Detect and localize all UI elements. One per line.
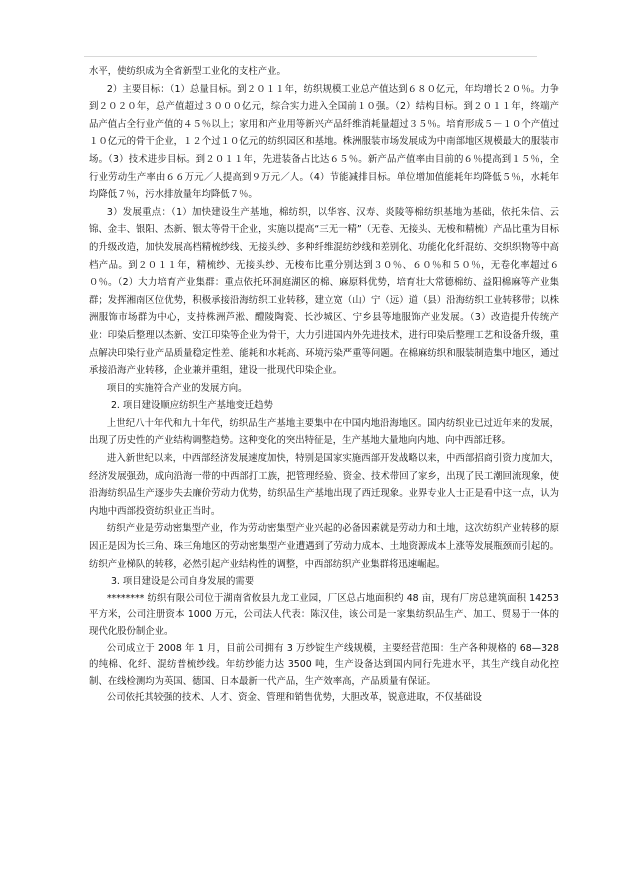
document-body — [89, 63, 559, 707]
paragraph-company-advantages: 公司依托其较强的技术、人才、资金、管理和销售优势，大胆改革，锐意进取，不仅基础设 — [106, 692, 482, 704]
paragraph-new-century: 进入新世纪以来，中西部经济发展速度加快，特别是国家实施西部开发战略以来，中西部招商引资力度加大，经济发展强劲，成向沿海一带的中西部打工族，把管理经验、资金、技术带回了家乡，出现了民工潮回流现象，使沿海纺织品生产逐步失去廉价劳动力优势，纺织品生产基地出现了西迁现象。业界专业人士正是看中这一点，认为内地中西部投资纺织业正当时。 — [89, 453, 559, 517]
paragraph-base-history: 上世纪八十年代和九十年代，纺织品生产基地主要集中在中国内地沿海地区。国内纺织业已过近年来的发展，出现了历史性的产业结构调整趋势。这种变化的突出特征是，生产基地大量地向内地、向中西部迁移。 — [89, 417, 559, 447]
paragraph-labor-intensive: 纺织产业是劳动密集型产业，作为劳动密集型产业兴起的必备因素就是劳动力和土地，这次纺织产业转移的原因正是因为长三角、珠三角地区的劳动密集型产业遭遇到了劳动力成本、土地资源成本上涨等发展瓶颈而引起的。纺织产业梯队的转移，必然引起产业结构性的调整，中西部纺织产业集群将迅速崛起。 — [89, 523, 559, 570]
paragraph-main-targets: 2）主要目标：（1）总量目标。到２０１１年，纺织规模工业总产值达到６８０亿元，年均增长２０％。力争到２０２０年，总产值超过３０００亿元，综合实力进入全国前１０强。（2）结构目标。到２０１１年，终端产品产值占全行业产值的４５％以上；家用和产业用等新兴产品纤维消耗量超过３５％。培育形成５－１０个产值过１０亿元的骨干企业，１２个过１０亿元的纺织园区和基地。株洲服装市场发展成为中南部地区规模最大的服装市场。（3）技术进步目标。到２０１１年，先进装备占比达６５％。新产品产值率由目前的６％提高到１５％，全行业劳动生产率由６６万元／人提高到９万元／人。（4）节能减排目标。单位增加值能耗年均降低５％，水耗年均降低７％，污水排放量年均降低７％。 — [89, 83, 559, 201]
paragraph-conclusion: 项目的实施符合产业的发展方向。 — [106, 382, 248, 394]
paragraph-continuation: 水平，使纺织成为全省新型工业化的支柱产业。 — [89, 66, 286, 77]
section-heading-3: 3. 项目建设是公司自身发展的需要 — [110, 576, 255, 588]
paragraph-development-focus: 3）发展重点：（1）加快建设生产基地，棉纺织，以华容、汉寿、炎陵等棉纺织基地为基础，依托朱信、云锦、金丰、银阳、杰新、银太等骨干企业，实施以提高“三无一精”（无卷、无接头、无梭和精梳）产品比重为目标的升级改造，加快发展高档精梳纱线、无接头纱、多种纤维混纺纱线和差别化、功能化化纤混纺、交织织物等中高档产品。到２０１１年，精梳纱、无接头纱、无梭布比重分别达到３０％、６０％和５０％，无卷化率超过６０％。（2）大力培育产业集群：重点依托环洞庭湖区的棉、麻原料优势，培育壮大常德棉纺、益阳棉麻等产业集群；发挥湘南区位优势，积极承接沿海纺织工业转移，建立宽（山）宁（远）道（县）沿海纺织工业转移带；以株洲服饰市场群为中心，支持株洲芦淞、醴陵陶瓷、长沙城区、宁乡县等地服饰产业发展。（3）改造提升传统产业：印染后整理以杰新、安江印染等企业为骨干，大力引进国内外先进技术，进行印染后整理工艺和设备升级，重点解决印染行业产品质量稳定性差、能耗和水耗高、环境污染严重等问题。在棉麻纺织和服装制造集中地区，通过承接沿海产业转移，企业兼并重组，建设一批现代印染企业。 — [89, 206, 559, 377]
paragraph-company-founding: 公司成立于 2008 年 1 月，目前公司拥有 3 万纱锭生产线规模，主要经营范围：生产各种规格的 68—328 的纯棉、化纤、混纺普梳纱线。年纺纱能力达 3500 吨，生产设备达到国内同行先进水平，其生产线自动化控制、在线检测均为英国、德国、日本最新一代产品，生产效率高，产品质量有保证。 — [89, 642, 559, 687]
paragraph-company-intro: ******** 纺织有限公司位于湖南省攸县九龙工业园，厂区总占地面积约 48 亩，现有厂房总建筑面积 14253 平方米，公司注册资本 1000 万元，公司法人代表：陈汉佳，该公司是一家集纺织品生产、加工、贸易于一体的现代化股份制企业。 — [89, 592, 559, 637]
header-rule — [84, 56, 537, 57]
section-heading-2: 2. 项目建设顺应纺织生产基地变迁趋势 — [110, 400, 273, 412]
